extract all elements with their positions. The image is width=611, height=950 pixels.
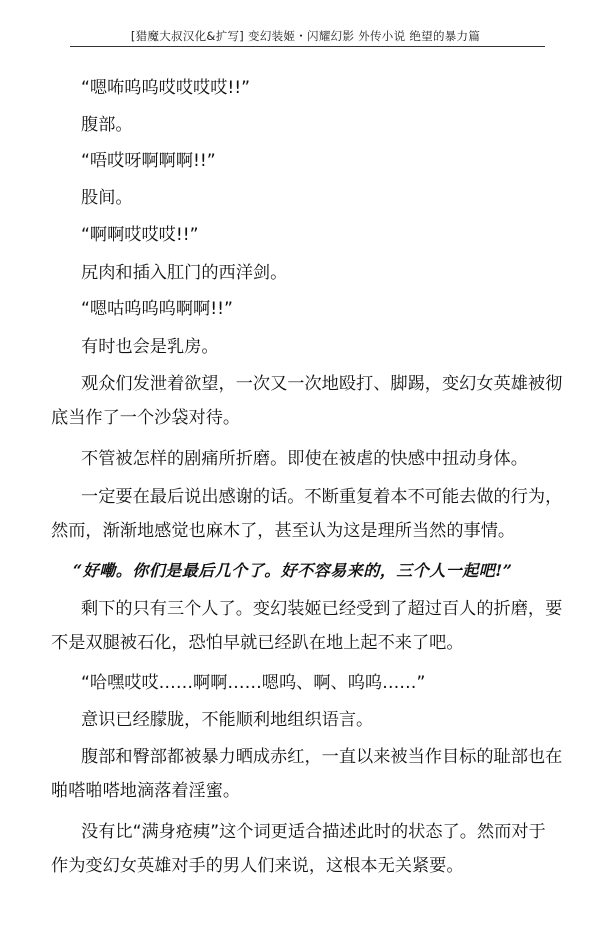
paragraph-13: 剩下的只有三个人了。变幻装姬已经受到了超过百人的折磨，要 不是双腿被石化，恐怕早就已经趴在地上起不来了吧。: [51, 599, 563, 653]
running-header: [猎魔大叔汉化&扩写] 变幻装姬・闪耀幻影 外传小说 绝望的暴力篇: [130, 29, 481, 43]
paragraph-5: “啊啊哎哎哎!!”: [81, 225, 199, 245]
paragraph-2: 腹部。: [81, 115, 133, 135]
paragraph-8: 有时也会是乳房。: [81, 337, 219, 357]
paragraph-11: 一定要在最后说出感谢的话。不断重复着本不可能去做的行为， 然而，渐渐地感觉也麻木了，甚至认为这是理所当然的事情。: [51, 487, 563, 541]
paragraph-6: 尻肉和插入肛门的西洋剑。: [81, 263, 288, 283]
paragraph-4: 股间。: [81, 188, 133, 208]
paragraph-16: 腹部和臀部都被暴力晒成赤红，一直以来被当作目标的耻部也在 啪嗒啪嗒地滴落着淫蜜。: [51, 747, 563, 801]
paragraph-17: 没有比“满身疮痍”这个词更适合描述此时的状态了。然而对于 作为变幻女英雄对手的男人们来说，这根本无关紧要。: [51, 822, 546, 876]
paragraph-1: “嗯咘呜呜哎哎哎哎!!”: [81, 78, 251, 98]
paragraph-10: 不管被怎样的剧痛所折磨。即使在被虐的快感中扭动身体。: [81, 449, 528, 469]
paragraph-12-shout: “好嘞。你们是最后几个了。好不容易来的，三个人一起吧!”: [73, 561, 513, 580]
paragraph-14: “哈嘿哎哎……啊啊……嗯呜、啊、呜呜……”: [81, 673, 426, 693]
paragraph-3: “唔哎呀啊啊啊!!”: [81, 151, 216, 171]
paragraph-7: “嗯咕呜呜呜啊啊!!”: [81, 299, 233, 319]
header-rule: [70, 46, 545, 47]
paragraph-9: 观众们发泄着欲望，一次又一次地殴打、脚踢，变幻女英雄被彻 底当作了一个沙袋对待。: [51, 374, 563, 428]
paragraph-15: 意识已经朦胧，不能顺利地组织语言。: [81, 710, 374, 730]
